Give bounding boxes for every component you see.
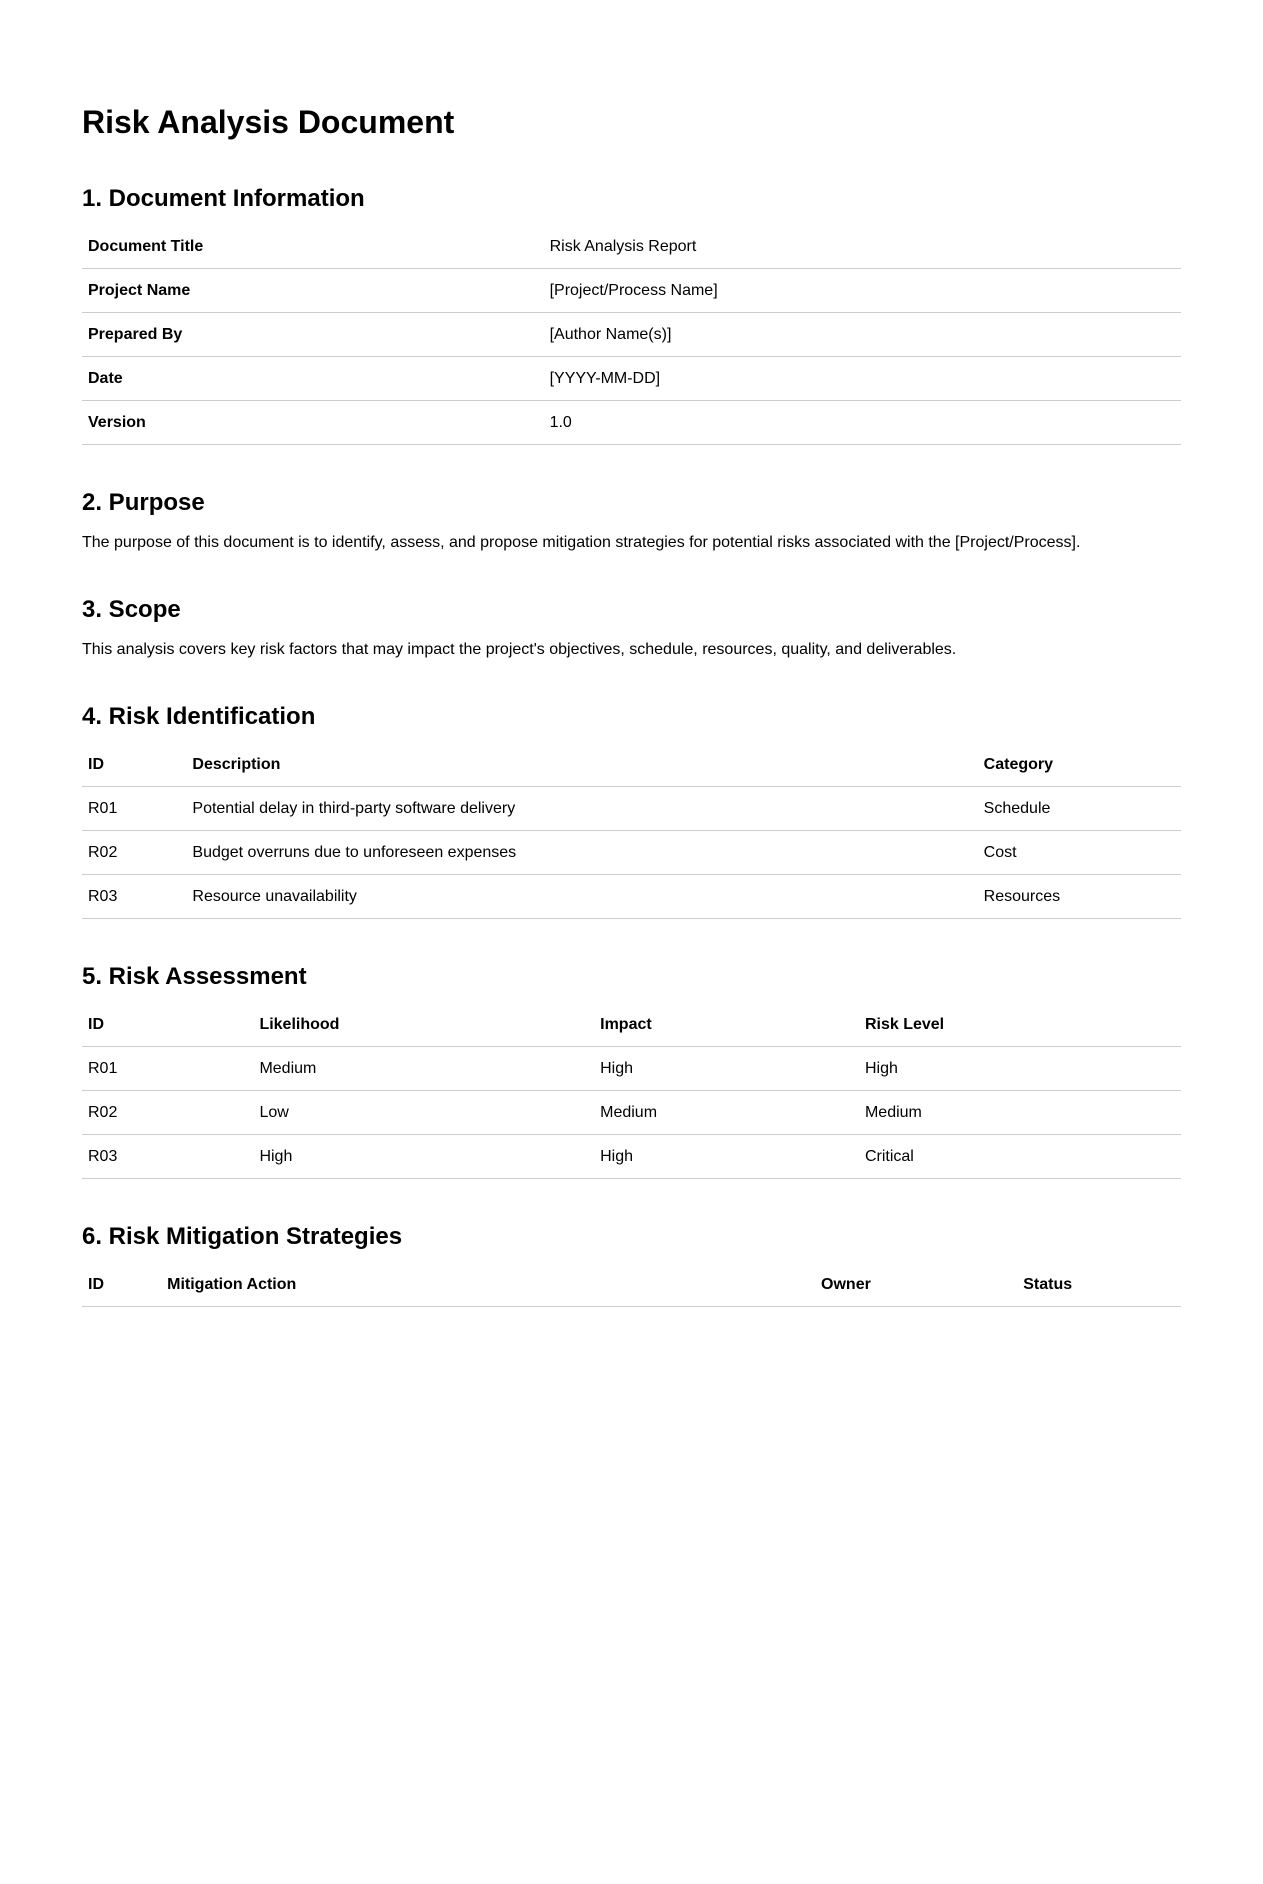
table-header-row [82, 743, 1181, 787]
risk-level-cell: Medium [859, 1091, 1181, 1135]
table-row [82, 269, 1181, 313]
impact-cell: High [594, 1135, 859, 1179]
doc-info-value: [Project/Process Name] [544, 269, 1181, 313]
document-page [82, 104, 1181, 1307]
risk-id-cell: R03 [82, 1135, 253, 1179]
table-row [82, 1047, 1181, 1091]
column-header-id: ID [82, 1263, 161, 1307]
doc-info-label: Date [82, 357, 544, 401]
table-row [82, 357, 1181, 401]
risk-assessment-table [82, 1003, 1181, 1179]
doc-info-value: [Author Name(s)] [544, 313, 1181, 357]
column-header-id: ID [82, 1003, 253, 1047]
scope-paragraph: This analysis covers key risk factors that may impact the project's objectives, schedule, resources, quality, and deliverables. [82, 641, 957, 658]
risk-level-cell: High [859, 1047, 1181, 1091]
purpose-paragraph: The purpose of this document is to identify, assess, and propose mitigation strategies for potential risks associated with the [Project/Process]. [82, 534, 1081, 551]
column-header-id: ID [82, 743, 186, 787]
risk-mitigation-table [82, 1263, 1181, 1307]
column-header-mitigation-action: Mitigation Action [161, 1263, 815, 1307]
table-row [82, 1135, 1181, 1179]
table-row [82, 225, 1181, 269]
section-heading-purpose: 2. Purpose [82, 489, 205, 516]
risk-description-cell: Potential delay in third-party software delivery [186, 787, 977, 831]
table-row [82, 1091, 1181, 1135]
column-header-category: Category [978, 743, 1181, 787]
doc-info-value: 1.0 [544, 401, 1181, 445]
doc-info-value: Risk Analysis Report [544, 225, 1181, 269]
column-header-risk-level: Risk Level [859, 1003, 1181, 1047]
impact-cell: High [594, 1047, 859, 1091]
table-header-row [82, 1003, 1181, 1047]
doc-info-label: Document Title [82, 225, 544, 269]
risk-description-cell: Budget overruns due to unforeseen expenses [186, 831, 977, 875]
column-header-owner: Owner [815, 1263, 1017, 1307]
likelihood-cell: High [253, 1135, 594, 1179]
page-title: Risk Analysis Document [82, 104, 455, 140]
table-row [82, 875, 1181, 919]
risk-category-cell: Schedule [978, 787, 1181, 831]
risk-identification-table [82, 743, 1181, 919]
table-row [82, 787, 1181, 831]
column-header-impact: Impact [594, 1003, 859, 1047]
document-information-table [82, 225, 1181, 445]
likelihood-cell: Medium [253, 1047, 594, 1091]
table-row [82, 831, 1181, 875]
section-heading-risk-identification: 4. Risk Identification [82, 703, 316, 730]
risk-id-cell: R01 [82, 1047, 253, 1091]
risk-category-cell: Cost [978, 831, 1181, 875]
risk-id-cell: R03 [82, 875, 186, 919]
doc-info-label: Prepared By [82, 313, 544, 357]
section-heading-document-information: 1. Document Information [82, 185, 365, 212]
doc-info-label: Version [82, 401, 544, 445]
risk-level-cell: Critical [859, 1135, 1181, 1179]
doc-info-label: Project Name [82, 269, 544, 313]
risk-description-cell: Resource unavailability [186, 875, 977, 919]
table-row [82, 401, 1181, 445]
risk-category-cell: Resources [978, 875, 1181, 919]
risk-id-cell: R01 [82, 787, 186, 831]
risk-id-cell: R02 [82, 1091, 253, 1135]
impact-cell: Medium [594, 1091, 859, 1135]
column-header-likelihood: Likelihood [253, 1003, 594, 1047]
risk-id-cell: R02 [82, 831, 186, 875]
section-heading-scope: 3. Scope [82, 596, 181, 623]
section-heading-risk-mitigation: 6. Risk Mitigation Strategies [82, 1223, 403, 1250]
column-header-status: Status [1017, 1263, 1181, 1307]
table-row [82, 313, 1181, 357]
likelihood-cell: Low [253, 1091, 594, 1135]
table-header-row [82, 1263, 1181, 1307]
section-heading-risk-assessment: 5. Risk Assessment [82, 963, 307, 990]
column-header-description: Description [186, 743, 977, 787]
doc-info-value: [YYYY-MM-DD] [544, 357, 1181, 401]
